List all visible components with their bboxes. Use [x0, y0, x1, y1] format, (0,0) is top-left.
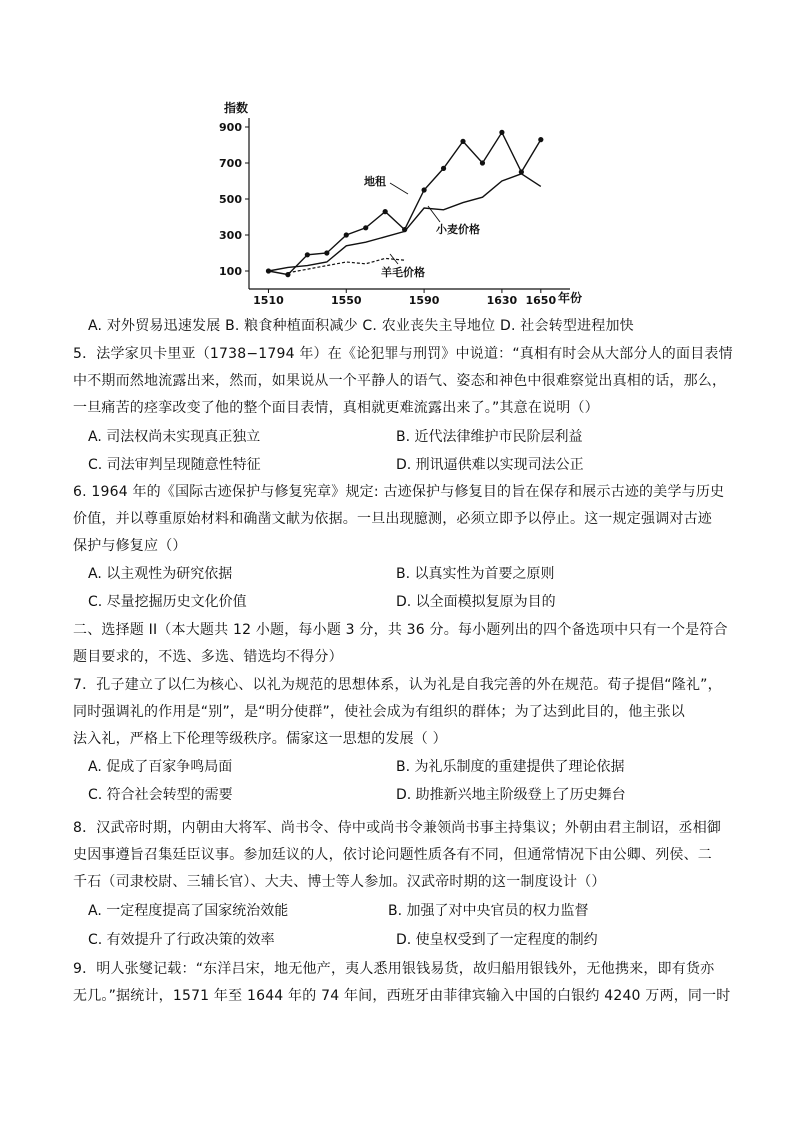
q7-option-c: C. 符合社会转型的需要 [88, 787, 233, 803]
q6-stem-line-2: 价值，并以尊重原始材料和确凿文献为依据。一旦出现臆测，必须立即予以停止。这一规定强调对古迹 [73, 511, 712, 527]
x-tick-label: 1510 [253, 294, 284, 306]
x-tick-label: 1630 [486, 294, 518, 306]
q8-stem-line-1: 8．汉武帝时期，内朝由大将军、尚书令、侍中或尚书令兼领尚书事主持集议；外朝由君主制诏，丞相御 [73, 820, 722, 836]
x-tick-label: 1590 [408, 294, 440, 306]
q8-option-c: C. 有效提升了行政决策的效率 [88, 932, 275, 948]
label-wheat: 小麦价格 [436, 223, 480, 236]
data-point [383, 209, 388, 214]
q7-option-d: D. 助推新兴地主阶级登上了历史舞台 [396, 787, 626, 803]
q5-stem-line-1: 5．法学家贝卡里亚（1738−1794 年）在《论犯罪与刑罚》中说道：“真相有时会从大部分人的面目表情 [73, 346, 733, 362]
data-point [460, 139, 465, 144]
q5-stem-line-2: 中不期而然地流露出来，然而，如果说从一个平静人的语气、姿态和神色中很难察觉出真相的话，那么， [73, 373, 727, 389]
section-2-heading-line-2: 题目要求的，不选、多选、错选均不得分） [73, 649, 343, 665]
y-tick-label: 900 [219, 121, 242, 134]
q4-options: A. 对外贸易迅速发展 B. 粮食种植面积减少 C. 农业丧失主导地位 D. 社会转型进程加快 [88, 318, 634, 334]
q7-stem-line-2: 同时强调礼的作用是“别”，是“明分使群”，使社会成为有组织的群体；为了达到此目的，他主张以 [73, 704, 686, 720]
q8-option-a: A. 一定程度提高了国家统治效能 [88, 903, 289, 919]
label-rent: 地租 [364, 175, 386, 188]
data-point [538, 137, 543, 142]
q9-stem-line-1: 9．明人张燮记载：“东洋吕宋，地无他产，夷人悉用银钱易货，故归船用银钱外，无他携来，即有货亦 [73, 961, 715, 977]
section-2-heading-line-1: 二、选择题 II（本大题共 12 小题，每小题 3 分，共 36 分。每小题列出的四个备选项中只有一个是符合 [73, 622, 728, 638]
data-point [305, 252, 310, 257]
q6-stem-line-1: 6. 1964 年的《国际古迹保护与修复宪章》规定: 古迹保护与修复目的旨在保存和展示古迹的美学与历史 [73, 484, 725, 500]
y-tick-label: 100 [219, 265, 242, 278]
q5-option-b: B. 近代法律维护市民阶层利益 [396, 429, 583, 445]
q5-stem-line-3: 一旦痛苦的痉挛改变了他的整个面目表情，真相就更难流露出来了。”其意在说明（） [73, 400, 599, 416]
q7-stem-line-1: 7．孔子建立了以仁为核心、以礼为规范的思想体系，认为礼是自我完善的外在规范。荀子提倡“隆礼”， [73, 677, 722, 693]
q6-option-a: A. 以主观性为研究依据 [88, 566, 233, 582]
y-tick-label: 700 [219, 157, 242, 170]
q5-option-d: D. 刑讯逼供难以实现司法公正 [396, 457, 584, 473]
q8-option-d: D. 使皇权受到了一定程度的制约 [396, 932, 598, 948]
y-tick-label: 500 [219, 193, 242, 206]
q6-option-d: D. 以全面模拟复原为目的 [396, 594, 556, 610]
data-point [480, 160, 485, 165]
q9-stem-line-2: 无几。”据统计，1571 年至 1644 年的 74 年间，西班牙由菲律宾输入中国的白银约 4240 万两，同一时 [73, 988, 731, 1004]
y-axis-label: 指数 [224, 101, 249, 115]
data-point [324, 250, 329, 255]
arrow-rent [390, 183, 408, 194]
q8-option-b: B. 加强了对中央官员的权力监督 [388, 903, 589, 919]
q6-option-b: B. 以真实性为首要之原则 [396, 566, 555, 582]
q7-option-b: B. 为礼乐制度的重建提供了理论依据 [396, 759, 625, 775]
data-point [344, 232, 349, 237]
data-point [441, 166, 446, 171]
q7-stem-line-3: 法入礼，严格上下伦理等级秩序。儒家这一思想的发展（ ） [73, 731, 447, 747]
q8-stem-line-3: 千石（司隶校尉、三辅长官）、大夫、博士等人参加。汉武帝时期的这一制度设计（） [73, 874, 606, 890]
y-tick-label: 300 [219, 229, 242, 242]
label-wool: 羊毛价格 [381, 266, 425, 279]
data-point [499, 130, 504, 135]
q7-option-a: A. 促成了百家争鸣局面 [88, 759, 233, 775]
x-tick-label: 1650 [525, 294, 557, 306]
x-axis-label: 年份 [558, 291, 583, 305]
line-chart [218, 96, 588, 306]
q8-stem-line-2: 史因事遵旨召集廷臣议事。参加廷议的人，依讨论问题性质各有不同，但通常情况下由公卿、列侯、二 [73, 847, 712, 863]
x-tick-label: 1550 [330, 294, 362, 306]
data-point [421, 187, 426, 192]
data-point [363, 225, 368, 230]
q6-stem-line-3: 保护与修复应（） [73, 538, 187, 554]
q5-option-a: A. 司法权尚未实现真正独立 [88, 429, 261, 445]
q6-option-c: C. 尽量挖掘历史文化价值 [88, 594, 247, 610]
q5-option-c: C. 司法审判呈现随意性特征 [88, 457, 261, 473]
